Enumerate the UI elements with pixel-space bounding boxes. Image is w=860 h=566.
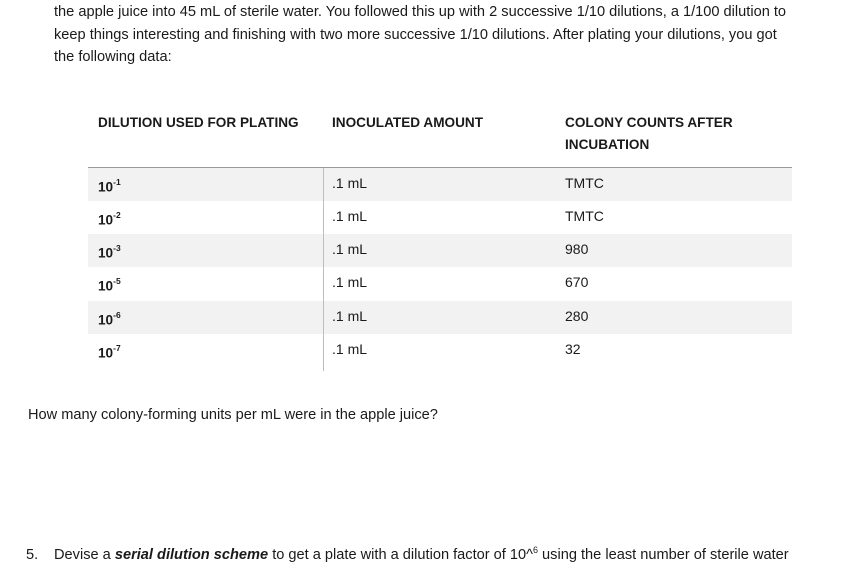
dilution-cell: $10^{-2}$ <box>98 210 121 228</box>
question-text: How many colony-forming units per mL were in the apple juice? <box>28 407 438 423</box>
table-row <box>88 301 792 334</box>
header-inoculated-amount: INOCULATED AMOUNT <box>332 115 484 130</box>
item-emphasis: serial dilution scheme <box>114 546 269 563</box>
count-cell: 670 <box>565 274 589 290</box>
dilution-cell: $10^{-6}$ <box>98 310 121 328</box>
table-row <box>88 234 792 267</box>
item-number: 5. <box>26 546 39 563</box>
dilution-cell: $10^{-1}$ <box>98 177 121 195</box>
count-cell: TMTC <box>565 208 604 224</box>
count-cell: 280 <box>565 308 589 324</box>
amount-cell: .1 mL <box>332 208 368 224</box>
table-row <box>88 201 792 234</box>
header-colony-counts-line-1: COLONY COUNTS AFTER <box>565 115 733 130</box>
item-exponent: 6 <box>532 545 538 555</box>
count-cell: 32 <box>565 341 581 357</box>
count-cell: 980 <box>565 241 589 257</box>
amount-cell: .1 mL <box>332 341 368 357</box>
amount-cell: .1 mL <box>332 175 368 191</box>
header-dilution: DILUTION USED FOR PLATING <box>98 115 299 130</box>
intro-line-3: the following data: <box>54 49 172 65</box>
dilution-cell: $10^{-3}$ <box>98 243 121 261</box>
dilution-cell: $10^{-7}$ <box>98 343 121 361</box>
header-colony-counts-line-2: INCUBATION <box>565 137 650 152</box>
intro-line-1: the apple juice into 45 mL of sterile water. You followed this up with 2 successive 1/10 dilutions, a 1/100 dilution to <box>54 4 787 20</box>
count-cell: TMTC <box>565 175 604 191</box>
dilution-cell: $10^{-5}$ <box>98 276 121 294</box>
header-colony-counts <box>565 112 765 156</box>
amount-cell: .1 mL <box>332 241 368 257</box>
amount-cell: .1 mL <box>332 274 368 290</box>
table-row <box>88 168 792 201</box>
intro-line-2: keep things interesting and finishing with two more successive 1/10 dilutions. After plating your dilutions, you got <box>54 26 777 43</box>
intro-paragraph <box>54 1 844 69</box>
item-middle: to get a plate with a dilution factor of 10^ <box>268 546 533 563</box>
table-row <box>88 334 792 367</box>
item-prefix: Devise a <box>54 546 115 563</box>
item-suffix: using the least number of sterile water <box>538 546 789 563</box>
column-divider <box>323 168 324 371</box>
table-row <box>88 267 792 300</box>
amount-cell: .1 mL <box>332 308 368 324</box>
